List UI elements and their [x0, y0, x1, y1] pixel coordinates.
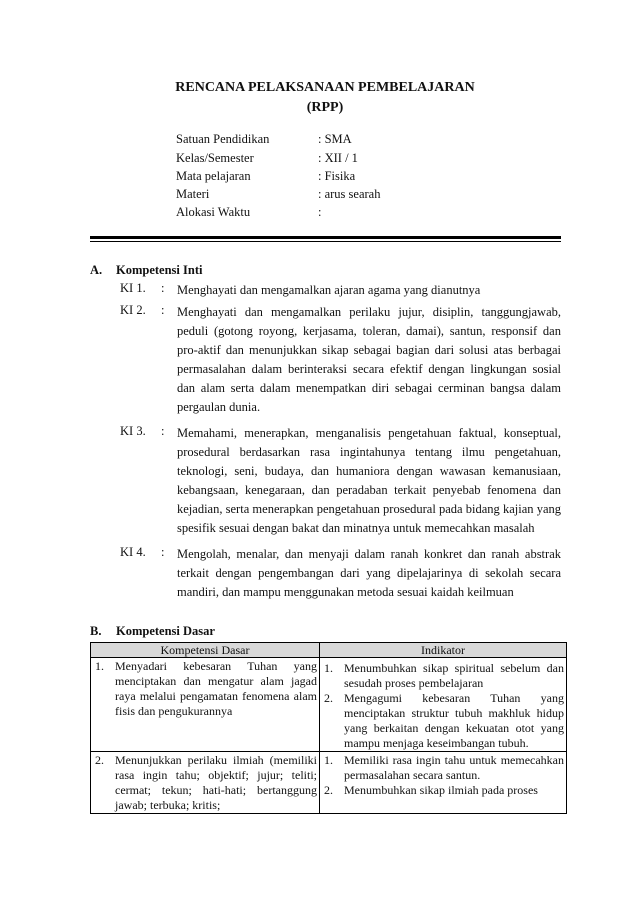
identity-label: Materi	[176, 187, 210, 201]
column-header-indikator: Indikator	[320, 643, 567, 658]
ki-colon: :	[161, 303, 165, 317]
identity-value: : Fisika	[318, 169, 356, 183]
kd-cell	[91, 752, 320, 814]
ki-colon: :	[161, 281, 165, 295]
kd-text: Menyadari kebesaran Tuhan yang menciptakan dan mengatur alam jagad raya melalui pengamatan fenomena alam fisis dan pengukurannya	[115, 659, 317, 718]
ki-code: KI 1.	[120, 281, 146, 295]
ki-colon: :	[161, 424, 165, 438]
indicator-item	[322, 661, 564, 691]
indicator-item	[322, 691, 564, 751]
ki-code: KI 3.	[120, 424, 146, 438]
header-divider-thick	[90, 236, 561, 239]
kd-item	[93, 659, 317, 719]
kd-item	[93, 753, 317, 813]
table-header-row	[91, 643, 567, 658]
table-row	[91, 658, 567, 752]
indicator-item	[322, 783, 564, 798]
kd-cell	[91, 658, 320, 752]
indicator-cell	[320, 658, 567, 752]
identity-value: : SMA	[318, 132, 352, 146]
ki-code: KI 2.	[120, 303, 146, 317]
indicator-number: 2.	[324, 691, 333, 705]
kd-text: Menunjukkan perilaku ilmiah (memiliki rasa ingin tahu; objektif; jujur; teliti; cermat; tekun; hati-hati; bertanggung jawab; terbuka; kritis;	[115, 753, 317, 812]
indicator-text: Memiliki rasa ingin tahu untuk memecahkan permasalahan secara santun.	[344, 753, 564, 782]
identity-label: Kelas/Semester	[176, 151, 254, 165]
section-a-letter: A.	[90, 263, 103, 277]
indicator-text: Menumbuhkan sikap spiritual sebelum dan sesudah proses pembelajaran	[344, 661, 564, 690]
ki-text: Menghayati dan mengamalkan ajaran agama yang dianutnya	[177, 283, 481, 297]
ki-text: Mengolah, menalar, dan menyaji dalam ranah konkret dan ranah abstrak terkait dengan pengembangan dari yang dipelajarinya di sekolah secara mandiri, dan mampu menggunakan metoda sesuai kaidah keilmuan	[177, 547, 561, 599]
indicator-number: 2.	[324, 783, 333, 797]
document-subtitle: (RPP)	[306, 100, 344, 115]
section-b-title: Kompetensi Dasar	[116, 624, 215, 638]
identity-label: Alokasi Waktu	[176, 205, 251, 219]
indicator-cell	[320, 752, 567, 814]
document-title: RENCANA PELAKSANAAN PEMBELAJARAN	[175, 80, 475, 95]
indicator-item	[322, 753, 564, 783]
table-row	[91, 752, 567, 814]
identity-label: Satuan Pendidikan	[176, 132, 270, 146]
ki-colon: :	[161, 545, 165, 559]
kd-number: 1.	[95, 659, 104, 673]
identity-label: Mata pelajaran	[176, 169, 251, 183]
indicator-text: Mengagumi kebesaran Tuhan yang menciptakan struktur tubuh makhluk hidup yang berkaitan dengan kekuatan otot yang mampu menjaga keseimbangan tubuh.	[344, 691, 564, 750]
header-divider-thin	[90, 241, 561, 242]
section-b-heading	[90, 624, 215, 639]
identity-value: :	[318, 205, 322, 219]
ki-text: Memahami, menerapkan, menganalisis pengetahuan faktual, konseptual, prosedural berdasarkan rasa ingintahunya tentang ilmu pengetahuan, teknologi, seni, budaya, dan humaniora dengan wawasan kemanusiaan, kebangsaan, kenegaraan, dan peradaban terkait penyebab fenomena dan kejadian, serta menerapkan pengetahuan prosedural pada bidang kajian yang spesifik sesuai dengan bakat dan minatnya untuk memecahkan masalah	[177, 426, 561, 535]
kd-number: 2.	[95, 753, 104, 767]
indicator-text: Menumbuhkan sikap ilmiah pada proses	[344, 783, 538, 797]
identity-value: : XII / 1	[318, 151, 358, 165]
identity-value: : arus searah	[318, 187, 381, 201]
indicator-number: 1.	[324, 661, 333, 675]
column-header-kd: Kompetensi Dasar	[91, 643, 320, 658]
ki-code: KI 4.	[120, 545, 146, 559]
ki-text: Menghayati dan mengamalkan perilaku jujur, disiplin, tanggungjawab, peduli (gotong royong, kerjasama, toleran, damai), santun, responsif dan pro-aktif dan menunjukkan sikap sebagai bagian dari solusi atas berbagai permasalahan dalam berinteraksi secara efektif dengan lingkungan sosial dan alam serta dalam menempatkan diri sebagai cerminan bangsa dalam pergaulan dunia.	[177, 305, 561, 414]
section-a-title: Kompetensi Inti	[116, 263, 203, 277]
kd-table	[90, 642, 567, 814]
indicator-number: 1.	[324, 753, 333, 767]
section-a-heading	[90, 263, 202, 278]
section-b-letter: B.	[90, 624, 102, 638]
